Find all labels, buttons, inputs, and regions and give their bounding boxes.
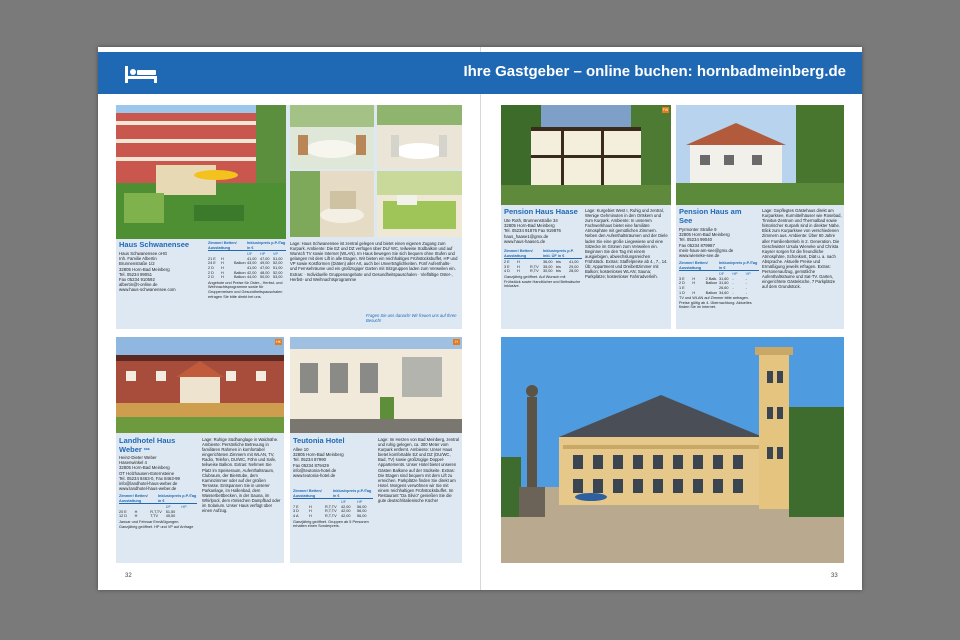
price-row: 21 E H 41,00 47,00 51,00 [208, 256, 283, 261]
price-table: Zimmer/ Betten/ Ausstattung Inklusivpreis p.P./Tag in € ÜF HP VP 3 E H 2 Balk. 31,60 - - 2 D H Balkon 31,60 - - 1 E 26,60 - - 1 D H Balkon 34,60 - - TV und WLAN auf Zimmer bitte anfragen. Preise gültig ab 4. Übernachtung. Aktuelles finden Sie im Internet. [679, 261, 758, 310]
category-badge: FW [662, 108, 669, 112]
banner-title[interactable]: Ihre Gastgeber – online buchen: hornbadmeinberg.de [463, 63, 846, 80]
hotel-card-haus-haase [501, 105, 671, 329]
price-row: 2 D H Balkon 44,00 50,00 53,00 [208, 275, 283, 280]
hotel-card-haus-weber [116, 337, 284, 563]
hotel-address: Heinz-Dieter Weber Hasenwinkel 4 32805 Horn-Bad Meinberg OT Holzhausen-Externsteine Tel. 05234 8463-0, Fax 8463-99 info@landhotel-haus-weber.de www.landhotel-haus-weber.de [119, 455, 180, 492]
hotel-photo [290, 337, 462, 433]
hotel-description: Lage: Gepflegtes Gästehaus direkt am Kurparksee, Kurmittelhäuser wie Rosebad, Tinnitus-Zentrum und Thermalbad sowie historischer Kurpark sind in direkter Nähe. Blick zum Kurparksee von verschiedenen Zimmern aus. Ambiente: Über 60 Jahre aller Familienbetrieb in 2. Generation. Die Geschwister Ursula Wieneke und Christa Kayser sorgen für die freundliche Atmosphäre, Schonkost, Diät u. a. nach Absprache. Aktuelle Preise und Ermäßigung jeweils erfragen. Extras: Personenaufzug, gemütliche Aufenthaltsräume und Sat-TV. Garten, eingerichtete Gästeküche, 7 Parkplätze auf dem Grundstück. [762, 208, 842, 290]
hotel-photo [116, 105, 286, 239]
page-number-left: 32 [125, 573, 132, 579]
price-row: 20 E H R,T,TV 51,50 [119, 509, 176, 514]
price-row: 2 D H Balkon 42,00 48,00 52,00 [208, 270, 283, 275]
category-badge: H [453, 339, 460, 345]
price-header-rooms: Zimmer/ Betten/ Ausstattung [208, 241, 237, 250]
price-note: Angebote und Preise für Oster-, Herbst- und Weihnachtsprogramme sowie für Gruppenreisen und Gesundheitspauschalen erfragen Sie bitte direkt bei uns. [208, 280, 283, 299]
price-row: 3 E H R,TV 35,00 bis 29,00 [504, 264, 579, 269]
col-vp: VP [273, 252, 279, 257]
price-row: 3 E H 2 Balk. 31,60 - - [679, 276, 747, 281]
price-header-price: Inklusivpreis p.P./Tag in € [247, 241, 286, 250]
price-row: 4 D H R,TV 30,00 bis 28,00 [504, 269, 579, 274]
price-note: Januar und Februar Ermäßigungen. Ganzjährig geöffnet. HP und VP auf Anfrage [119, 519, 194, 529]
price-row: 24 E H Balkon 43,00 49,00 52,00 [208, 261, 283, 266]
hotel-photo [676, 105, 844, 205]
hotel-address: Allee 10 32805 Horn-Bad Meinberg Tel. 05234 87990 Fax 05234 879429 info@teutonia-hotel.de www.teutonia-hotel.de [293, 447, 344, 479]
price-row: 3 D H R,T,TV 42,00 56,00 [293, 509, 367, 514]
hotel-name[interactable]: Teutonia Hotel [293, 436, 345, 445]
price-row: 1 E 26,60 - - [679, 285, 747, 290]
price-row: 2 D H Balkon 31,60 - - [679, 281, 747, 286]
price-row: 1 D H Balkon 34,60 - - [679, 290, 747, 295]
bed-icon [124, 64, 158, 84]
hotel-photo [501, 105, 671, 205]
header-banner [98, 52, 862, 94]
price-row: 7 E H R,T,TV 42,00 56,00 [293, 504, 367, 509]
price-note: Ganzjährig geöffnet. Gruppen ab 5 Personen erhalten einen Sonderpreis. [293, 519, 369, 529]
hotel-card-schwanensee [116, 105, 462, 329]
page-number-right: 33 [831, 573, 838, 579]
town-hall-photo [501, 337, 844, 563]
price-table: Zimmer/ Betten/ Ausstattung Inklusivpreis p.P. inkl. ÜF in € 2 E H 36,00 bis 41,00 3 E H R,TV 35,00 bis 29,00 4 D H R,TV 30,00 bis 28,00 Ganzjährig geöffnet. Auf Wunsch mit Frühstück sowie Handtücher und Bettwäsche inklusive. [504, 249, 581, 289]
price-table: Zimmer/ Betten/ Ausstattung Inklusivpreis p.P./Tag in € ÜF HP 7 E H R,T,TV 42,00 56,00 3 D H R,T,TV 42,00 56,00 4 A H R,T,TV 42,00 56,00 Ganzjährig geöffnet. Gruppen ab 5 Personen erhalten einen Sonderpreis. [293, 489, 372, 529]
hotel-closing: Fragen Sie uns danach! Wir freuen uns auf Ihren Besuch! [366, 313, 457, 324]
hotel-address: Pyrmonter Straße 9 32805 Horn-Bad Meinberg Tel. 05234 99040 Fax 05234 879987 mein-haus-am-see@gmx.de www.wieneke-see.de [679, 227, 734, 259]
hotel-photo [116, 337, 284, 433]
star-rating: *** [143, 447, 150, 454]
price-note: Ganzjährig geöffnet. Auf Wunsch mit Frühstück sowie Handtücher und Bettwäsche inklusive. [504, 274, 581, 289]
category-badge: HK [276, 340, 281, 344]
price-table [208, 241, 286, 299]
hotel-name[interactable]: Landhotel Haus Weber *** [119, 436, 176, 454]
hotel-description: Lage: Kurgebiet West I, Ruhig und zentral, Wenige Gehminuten in den Ortskern und zum Kurpark. Ambiente: In unserem Fachwerkhaus bietet eine familiäre Atmosphäre mit gemütlichen Zimmern. Neben den Aufenthaltsräumen und der Diele laden Sie eine große Liegewiese und eine Sitzecke im Grünen zum Verweilen ein. Beginnen Sie den Tag mit einem ausgiebigen, abwechslungsreichen Frühstück. Extras: Staffelpreise ab 4., 7., 14. Üb; Appartment und Dreibettzimmer mit Balkon; kostenloses WLAN; Sauna; Parkplätze; kostenloser Fahrradverleih. [585, 208, 668, 280]
hotel-description: Lage: Im Herzen von Bad Meinberg, zentral und ruhig gelegen, ca. 300 Meter vom Kurpark entfernt. Ambiente: Unser Haus bietet komfortable EZ und DZ (DU/WC, Bad, TV) sowie großzügige Doppel-Appartements. Unser Hotel bietet unseren Gästen Balkone auf der Südseite. Extras: Die Etagen sind bequem mit dem Lift zu erreichen. Parkplätze finden Sie direkt am Hotel. Morgens verwöhnen wir Sie mit einem reichhaltigen Frühstücksbuffet. Im Restaurant "Da Silvio" genießen Sie die gute deutsch/italienische Küche! [378, 437, 460, 504]
price-note: TV und WLAN auf Zimmer bitte anfragen. Preise gültig ab 4. Übernachtung. Aktuelles finden Sie im Internet. [679, 296, 752, 310]
hotel-description: Lage: Haus Schwanensee ist zentral gelegen und bietet einen eigenen Zugang zum Kurpark. Ambiente: Die EZ und DZ verfügen über DU/ WC, teilweise Südbalkon und auf Wunsch TV sowie Internet (WLAN). Im Haus bewegen Sie sich bequem ohne Stufen und gelangen mit dem Lift in alle Etagen. Wir bieten ein reichhaltiges Frühstücksbuffet, HP und VP sowie Kostformen (Diäten) aller Art, auch bei Unverträglichkeiten. Fünf Aufenthalts- und Fernsehräume und ein großzügiger Garten mit Sitzgruppen laden zum Verweilen ein. Extras: · Individuelle Gruppenangebote und Gesundheitspauschalen · Vielfältige Oster-, Herbst- und Weihnachtsprogramme [290, 241, 458, 282]
hotel-name[interactable]: Pension Haus am See [679, 207, 742, 225]
price-row: 2 D H 41,00 47,00 51,00 [208, 265, 283, 270]
interior-photo-1 [290, 105, 374, 169]
interior-photo-2 [377, 105, 462, 169]
col-hp: HP [260, 252, 266, 257]
price-row: 12 D H T,TV 45,50 [119, 514, 176, 519]
hotel-card-teutonia [290, 337, 462, 563]
brochure-spread [98, 47, 862, 590]
price-row: 4 A H R,T,TV 42,00 56,00 [293, 513, 367, 518]
hotel-name[interactable]: Pension Haus Haase [504, 207, 578, 216]
hotel-address: Haus Schwanensee oHG Inh. Familie Albertin Brunnenstraße 1/2 32805 Horn-Bad Meinberg Tel. 05234 99051 Fax 05234 910592 albertin@t-online.de www.haus-schwanensee.com [119, 251, 176, 293]
col-uef: ÜF [247, 252, 253, 257]
interior-photo-3 [290, 171, 374, 237]
price-table: Zimmer/ Betten/ Ausstattung Inklusivpreis p.P./Tag in € ÜF HP 20 E H R,T,TV 51,50 12 D H T,TV 45,50 Januar und Februar Ermäßigungen. Ganzjährig geöffnet. HP und VP auf Anfrage [119, 494, 197, 529]
hotel-name[interactable]: Haus Schwanensee [119, 240, 190, 249]
page-fold [480, 47, 481, 590]
hotel-description: Lage: Ruhige Südhanglage in Waldnähe. Ambiente: Persönliche Betreuung in familiären Rahmen in komfortabel eingerichteten Zimmern mit WLAN, TV, Radio, Telefon, DU/WC, Föhn und Safe, teilweise Balkon. Extras: Nehmen Sie Platz im Speiseraum, Aufenthaltsraum, Clubraum, der Bierstube, dem Kaminzimmer oder auf der großen Terrasse. Entspannen Sie in unserer Parkanlage, im Hallenbad, dem Wasserbettbecken, in der Sauna, im Whirlpool, dem römischen Dampfbad oder im Solarium. Unser Haus verfügt über einen Aufzug. [202, 437, 281, 514]
interior-photo-4 [377, 171, 462, 237]
price-row: 2 E H 36,00 bis 41,00 [504, 260, 579, 265]
hotel-address: Ute Roth, Brunnenstraße 34 32805 Horn-Bad Meinberg Tel. 05234 91876 Fax 919876 haus_haase1@gmx.de www.haus-haase1.de [504, 218, 561, 244]
hotel-card-haus-am-see [676, 105, 844, 329]
